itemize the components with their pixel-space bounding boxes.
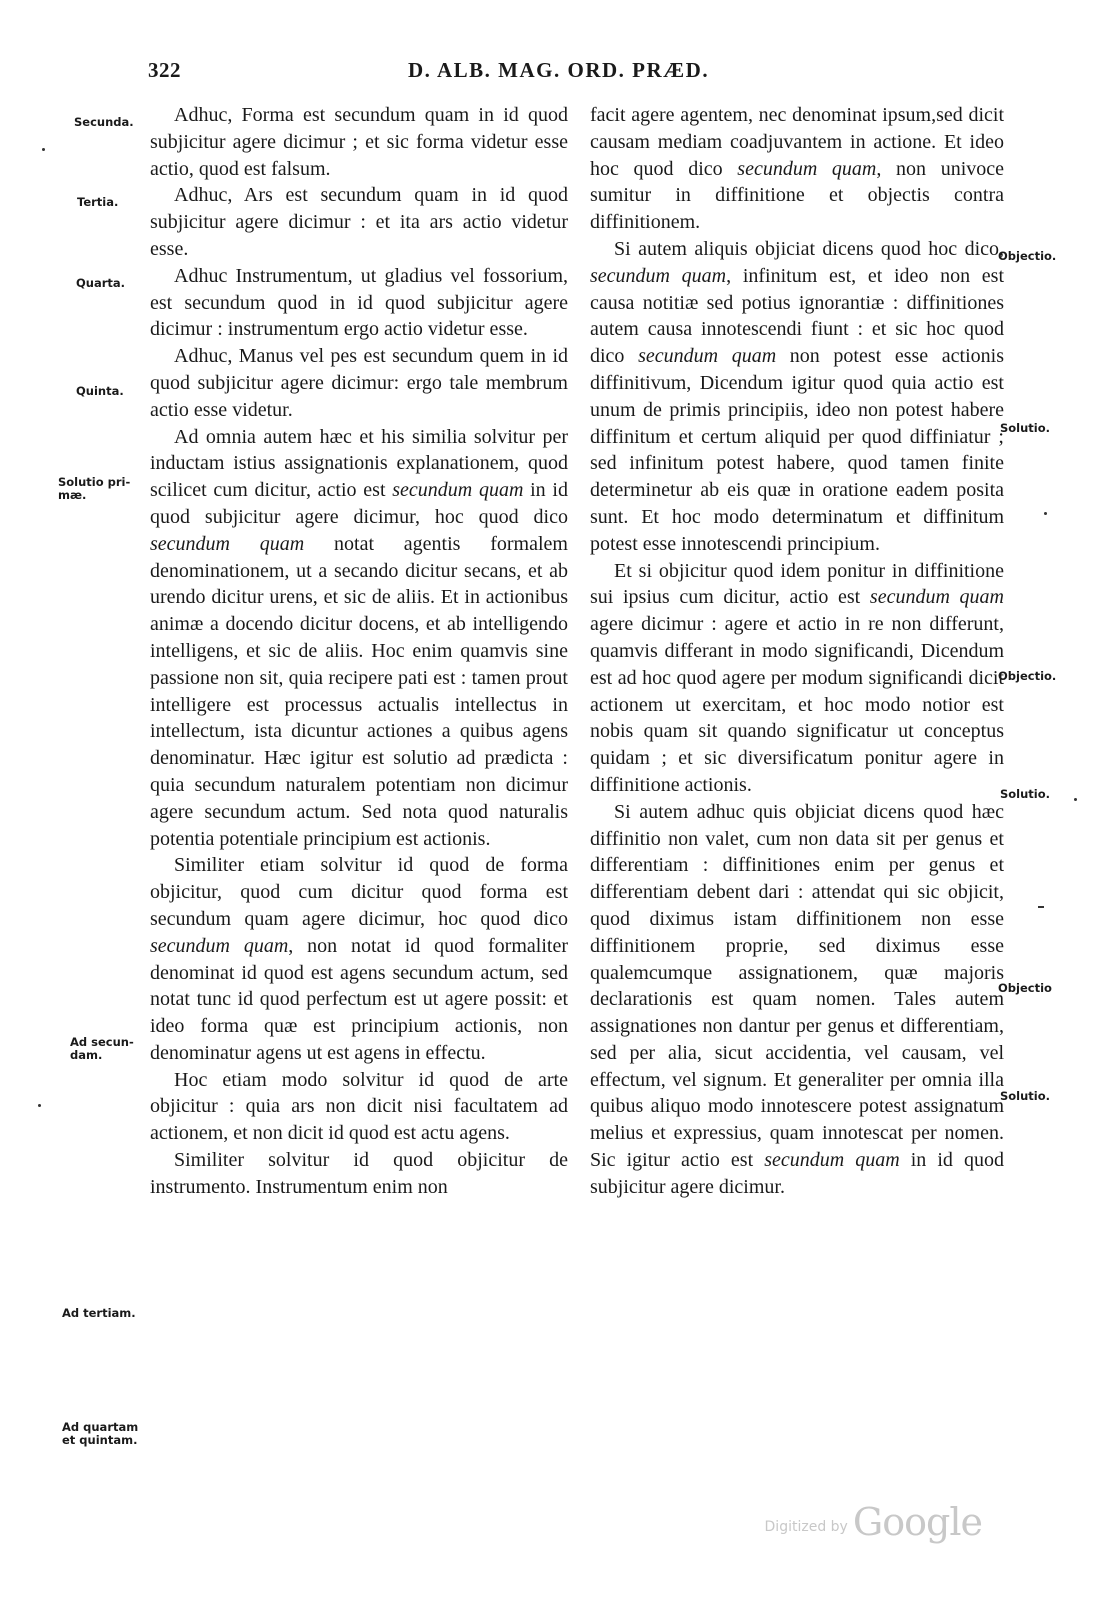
left-column	[150, 102, 568, 1201]
paragraph: Ad omnia autem hæc et his similia solvitur per inductam istius assignationis explanationem, quod scilicet cum dicitur, actio est secundum quam in id quod subjicitur agere dicimur, hoc quod dico secundum quam notat agentis formalem denominationem, ut a secando dicitur secans, et ab urendo dicitur urens, et sic de aliis. Et in actionibus animæ a docendo dicitur docens, et ab intelligendo intelligens, et sic de aliis. Hoc enim quamvis sine passione non sit, quia recipere pati est : tamen prout intelligere est processus actualis intellectus in intellectum, ista dicuntur actiones a quibus agens denominatur. Hæc igitur est solutio ad prædicta : quia secundum naturalem potentiam non dicimur agere secundum actum. Sed nota quod naturalis potentia potentiale principium est actionis.	[150, 425, 568, 850]
digitized-prefix: Digitized by	[764, 1519, 848, 1535]
paragraph: Similiter etiam solvitur id quod de forma objicitur, quod cum dicitur quod forma est secundum quam agere dicimur, hoc quod dico secundum quam, non notat id quod formaliter denominat id quod est agens secundum actum, sed notat tunc id quod perfectum est ut agere possit: et ideo forma quæ est principium actionis, non denominatur agens ut est agens in effectu.	[150, 854, 568, 1064]
paragraph: facit agere agentem, nec denominat ipsum,sed dicit causam mediam coadjuvantem in actione. Et ideo hoc quod dico secundum quam, non univoce sumitur in diffinitione et objectis contra diffinitionem.	[590, 104, 1004, 234]
page-number: 322	[148, 58, 181, 82]
page-header	[148, 58, 1008, 92]
paragraph: Et si objicitur quod idem ponitur in diffinitione sui ipsius cum dicitur, actio est secundum quam agere dicimur : agere et actio in re non differunt, quamvis differant in modo significandi, Dicendum est ad hoc quod agere per modum significandi dicit actionem ut exercitam, et hoc modo notior est nobis quam sit quando significatur ut conceptus quidam ; et sic diversificatum ponitur agere in diffinitione actionis.	[590, 559, 1004, 796]
scan-speck	[1038, 906, 1044, 908]
margin-note-ad-tertiam: Ad tertiam.	[62, 1306, 136, 1320]
scan-speck	[38, 1104, 41, 1107]
paragraph: Adhuc, Manus vel pes est secundum quem in id quod subjicitur agere dicimur: ergo tale membrum actio esse videtur.	[150, 345, 568, 421]
margin-note-quinta: Quinta.	[76, 384, 124, 398]
paragraph: Si autem aliquis objiciat dicens quod hoc dico, secundum quam, infinitum est, et ideo non est causa notitiæ sed potius ignorantiæ : diffinitiones autem causa innotescendi fiunt : et sic hoc quod dico secundum quam non potest esse actionis diffinitivum, Dicendum igitur quod quia actio est unum de primis principiis, ideo non potest habere diffinitum et certum aliquid per quod diffiniatur ; sed infinitum potest habere, quod tamen finite determinetur ab eis quæ in oratione eadem posita sunt. Et hoc modo determinatum et diffinitum potest esse innotescendi principium.	[590, 237, 1004, 555]
google-logo: Google	[852, 1500, 982, 1544]
margin-note-objectio-1: Objectio.	[998, 249, 1057, 263]
paragraph: Adhuc Instrumentum, ut gladius vel fossorium, est secundum quod in id quod subjicitur agere dicimur : instrumentum ergo actio videtur esse.	[150, 264, 568, 341]
margin-note-solutio-2: Solutio.	[1000, 787, 1051, 801]
margin-note-ad-quartam: Ad quartam et quintam.	[62, 1420, 139, 1447]
margin-note-objectio-2: Objectio.	[998, 669, 1057, 683]
paragraph: Adhuc, Ars est secundum quam in id quod subjicitur agere dicimur : et ita ars actio videtur esse.	[150, 184, 568, 260]
paragraph: Hoc etiam modo solvitur id quod de arte objicitur : quia ars non dicit nisi facultatem ad actionem, et non dicit id quod est actu agens.	[150, 1068, 568, 1145]
paragraph: Adhuc, Forma est secundum quam in id quod subjicitur agere dicimur ; et sic forma videtur esse actio, quod est falsum.	[150, 104, 568, 180]
right-column	[590, 102, 1004, 1201]
margin-note-solutio-3: Solutio.	[1000, 1089, 1051, 1103]
scan-speck	[1044, 512, 1047, 515]
margin-note-solutio-1: Solutio.	[1000, 421, 1051, 435]
paragraph: Similiter solvitur id quod objicitur de instrumento. Instrumentum enim non	[150, 1149, 568, 1198]
margin-note-tertia: Tertia.	[77, 195, 119, 209]
margin-note-quarta: Quarta.	[76, 276, 126, 290]
running-title: D. ALB. MAG. ORD. PRÆD.	[408, 58, 710, 82]
margin-note-solutio-primae: Solutio pri- mæ.	[58, 475, 131, 502]
margin-note-objectio-3: Objectio	[998, 981, 1052, 995]
scan-speck	[42, 148, 45, 151]
scan-speck	[1074, 798, 1077, 801]
digitized-by-google-watermark	[765, 1500, 982, 1544]
margin-note-secunda: Secunda.	[74, 115, 134, 129]
paragraph: Si autem adhuc quis objiciat dicens quod hæc diffinitio non valet, cum non data sit per genus et differentiam : diffinitiones enim per genus et differentiam debent dari : attendat qui sic objicit, quod diximus istam diffinitionem non esse diffinitionem proprie, sed diximus esse qualemcumque assignationem, quæ majoris declarationis est quam nomen. Tales autem assignationes non dantur per genus et differentiam, sed per alia, sicut accidentia, vel causam, vel effectum, vel signum. Et generaliter per omnia illa quibus aliquo modo innotescere potest assignatum melius et expressius, quam innotescat per nomen. Sic igitur actio est secundum quam in id quod subjicitur agere dicimur.	[590, 800, 1004, 1198]
margin-note-ad-secundam: Ad secun- dam.	[70, 1035, 134, 1062]
